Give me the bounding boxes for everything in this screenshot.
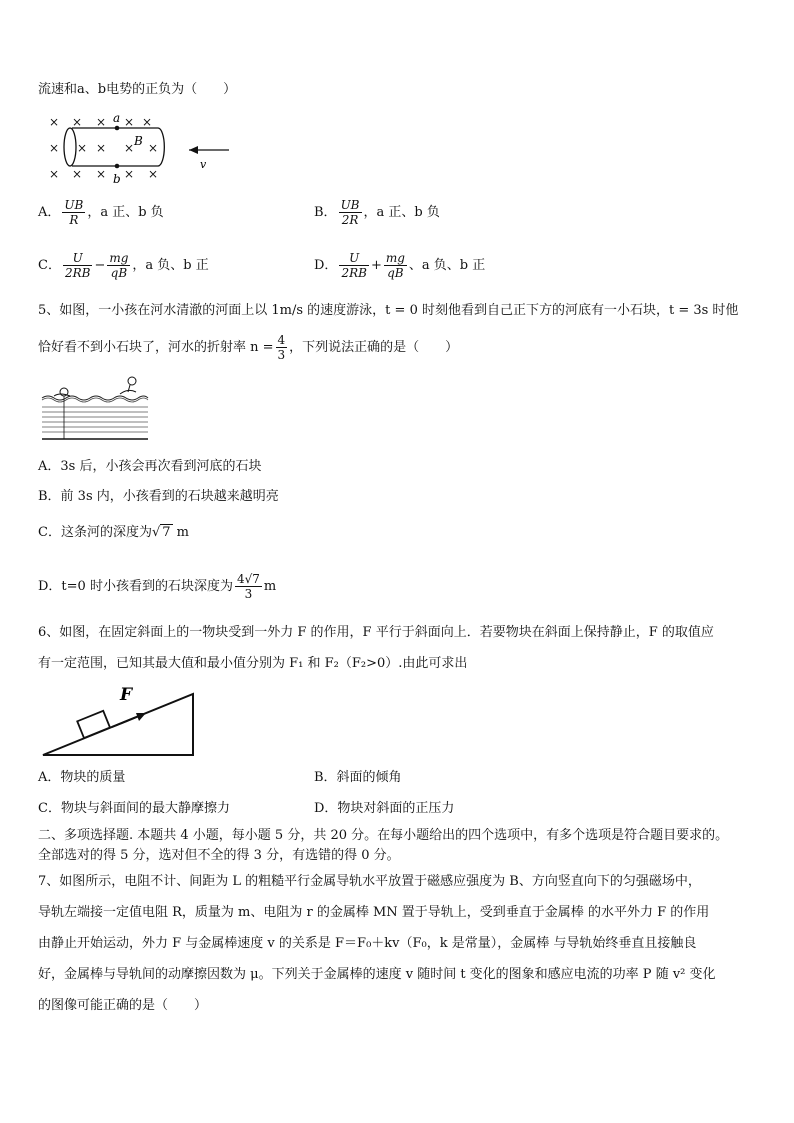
- cross-mark: ×: [49, 141, 60, 155]
- cross-mark: ×: [49, 167, 60, 181]
- q6-stem-line1: 6、如图，在固定斜面上的一物块受到一外力 F 的作用，F 平行于斜面向上．若要物块在斜面上保持静止，F 的取值应: [38, 625, 714, 640]
- q5-option-d[interactable]: D．t=0 时小孩看到的石块深度为 $\frac{4√7}{3}$ m: [38, 572, 277, 601]
- q6-option-c[interactable]: C．物块与斜面间的最大静摩擦力: [38, 801, 230, 816]
- q5-stem-line2: 恰好看不到小石块了，河水的折射率 n = $\frac{4}{3}$ ，下列说法正确的是（ ）: [38, 333, 459, 362]
- q5-option-b[interactable]: B．前 3s 内，小孩看到的石块越来越明亮: [38, 489, 279, 504]
- cross-mark: ×: [96, 167, 107, 181]
- cross-mark: ×: [148, 167, 159, 181]
- cross-mark: ×: [96, 141, 107, 155]
- q6-stem-line2: 有一定范围，已知其最大值和最小值分别为 F₁ 和 F₂（F₂>0）.由此可求出: [38, 656, 468, 671]
- q7-stem-line3: 由静止开始运动，外力 F 与金属棒速度 v 的关系是 F＝F₀＋kv（F₀，k 是常量），金属棒 与导轨始终垂直且接触良: [38, 936, 697, 951]
- q5-stem-line1: 5、如图，一小孩在河水清澈的河面上以 1m/s 的速度游泳，t = 0 时刻他看到自己正下方的河底有一小石块，t = 3s 时他: [38, 303, 739, 318]
- label-a: a: [113, 111, 121, 125]
- q5-river-figure: [40, 374, 150, 442]
- label-B: B: [134, 134, 143, 148]
- q5-option-a[interactable]: A．3s 后，小孩会再次看到河底的石块: [38, 459, 262, 474]
- label-v: v: [200, 158, 207, 171]
- q7-stem-line1: 7、如图所示，电阻不计、间距为 L 的粗糙平行金属导轨水平放置于磁感应强度为 B、方向竖直向下的匀强磁场中，: [38, 874, 701, 889]
- section-header-line1: 二、多项选择题. 本题共 4 小题，每小题 5 分，共 20 分。在每小题给出的四个选项中，有多个选项是符合题目要求的。: [38, 828, 729, 843]
- q6-option-b[interactable]: B．斜面的倾角: [314, 770, 402, 785]
- q4-tail: 流速和a、b电势的正负为（ ）: [38, 82, 237, 97]
- q6-option-d[interactable]: D．物块对斜面的正压力: [314, 801, 455, 816]
- cross-mark: ×: [124, 141, 135, 155]
- label-F: F: [120, 685, 133, 705]
- cross-mark: ×: [72, 167, 83, 181]
- cross-mark: ×: [124, 167, 135, 181]
- q4-figure: [44, 110, 244, 188]
- label-b: b: [113, 172, 121, 186]
- q7-stem-line5: 的图像可能正确的是（ ）: [38, 998, 208, 1013]
- cross-mark: ×: [148, 141, 159, 155]
- q4-option-c[interactable]: C． $\frac{U}{2RB}$ − $\frac{mg}{qB}$ ，a 负、b 正: [38, 251, 209, 280]
- section-header-line2: 全部选对的得 5 分，选对但不全的得 3 分，有选错的得 0 分。: [38, 848, 400, 863]
- q4-option-a[interactable]: A． $\frac{UB}{R}$ ，a 正、b 负: [38, 198, 164, 227]
- cross-mark: ×: [49, 115, 60, 129]
- q4-option-b[interactable]: B． $\frac{UB}{2R}$ ，a 正、b 负: [314, 198, 440, 227]
- cross-mark: ×: [124, 115, 135, 129]
- cross-mark: ×: [96, 115, 107, 129]
- q7-stem-line2: 导轨左端接一定值电阻 R，质量为 m、电阻为 r 的金属棒 MN 置于导轨上，受到垂直于金属棒 的水平外力 F 的作用: [38, 905, 710, 920]
- cross-mark: ×: [77, 141, 88, 155]
- q5-option-c[interactable]: C．这条河的深度为√ 7 m: [38, 525, 189, 540]
- q4-option-d[interactable]: D． $\frac{U}{2RB}$ + $\frac{mg}{qB}$ 、a 负、b 正: [314, 251, 486, 280]
- q6-option-a[interactable]: A．物块的质量: [38, 770, 126, 785]
- cross-mark: ×: [142, 115, 153, 129]
- q6-incline-figure: [40, 684, 200, 758]
- q7-stem-line4: 好，金属棒与导轨间的动摩擦因数为 μ。下列关于金属棒的速度 v 随时间 t 变化的图象和感应电流的功率 P 随 v² 变化: [38, 967, 716, 982]
- cross-mark: ×: [72, 115, 83, 129]
